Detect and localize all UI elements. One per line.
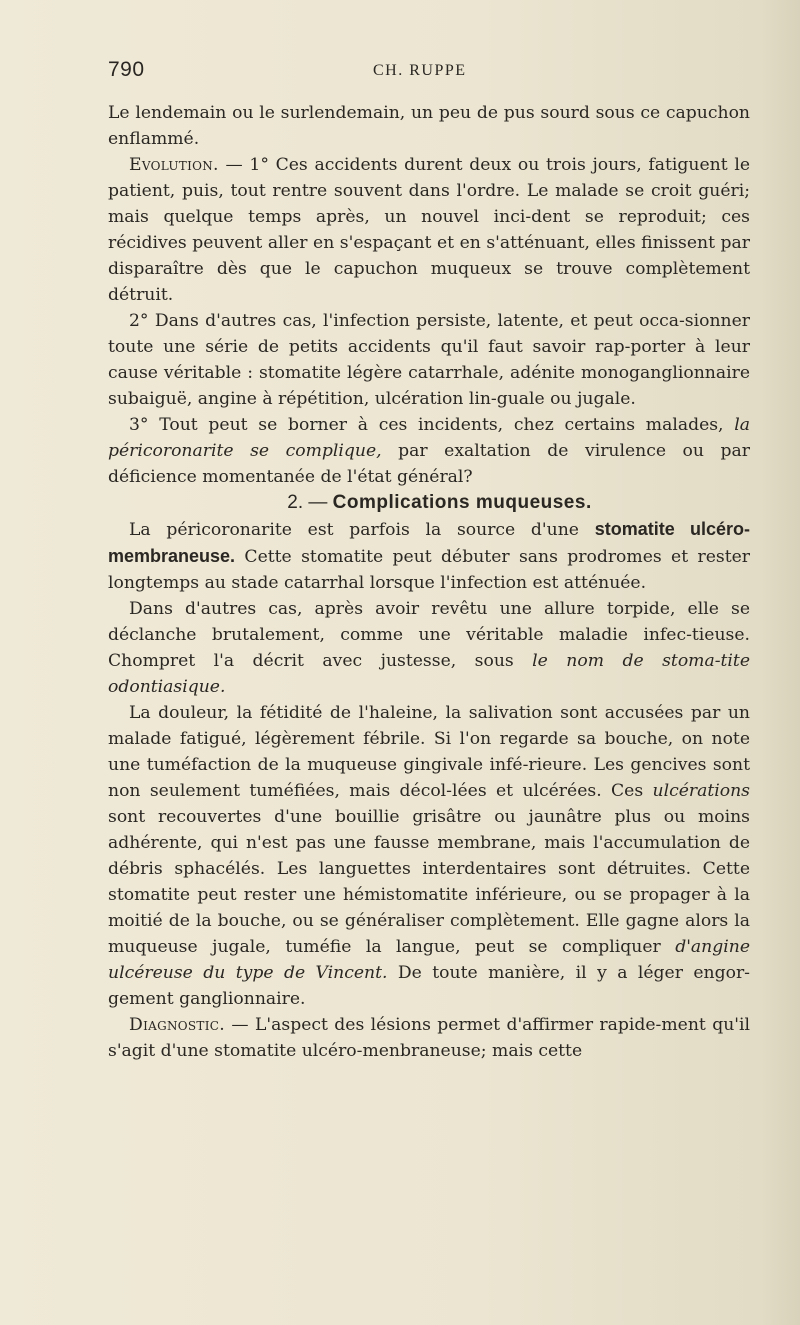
stomatite-end: Cette stomatite peut débuter sans prodromes et rester longtemps au stade catarrhal lorsque l'infection est atténuée. — [108, 547, 750, 593]
chompret-italic: le nom de stoma-tite odontiasique. — [108, 651, 751, 697]
douleur-italic-1: ulcérations — [652, 781, 750, 801]
douleur-italic-2: d'angine ulcéreuse du type de Vincent. — [108, 937, 750, 983]
paragraph-3-end: par exaltation de virulence ou par déficience momentanée de l'état général? — [108, 441, 750, 487]
section-title: Complications muqueuses. — [332, 492, 592, 513]
douleur-mid: sont recouvertes d'une bouillie grisâtre ou jaunâtre plus ou moins adhérente, qui n'est pas une fausse membrane, mais l'accumulation de débris sphacélés. Les languettes interdentaires sont détruites. Cette stomatite peut rester une hémistomatite inférieure, ou se propager à la moitié de la bouche, ou se généraliser complètement. Elle gagne alors la muqueuse jugale, tuméfie la langue, peut se compliquer — [108, 807, 750, 957]
paragraph-stomatite — [108, 516, 750, 596]
douleur-end: De toute manière, il y a léger engor-gement ganglionnaire. — [108, 963, 750, 1009]
paragraph-1 — [108, 100, 750, 152]
page-header — [108, 58, 748, 88]
paragraph-1-text: Le lendemain ou le surlendemain, un peu de pus sourd sous ce capuchon enflammé. — [108, 103, 750, 149]
evolution-text: — 1° Ces accidents durent deux ou trois jours, fatiguent le patient, puis, tout rentre souvent dans l'ordre. Le malade se croit guéri; mais quelque temps après, un nouvel inci-dent se reproduit; ces récidives peuvent aller en s'espaçant et en s'atténuant, elles finissent par disparaître dès que le capuchon muqueux se trouve complètement détruit. — [108, 155, 750, 305]
section-heading — [108, 490, 750, 516]
section-number: 2. — — [287, 492, 333, 513]
evolution-lead: Evolution. — [129, 155, 219, 175]
paragraph-3 — [108, 412, 750, 490]
stomatite-term: stomatite ulcéro-membraneuse. — [108, 519, 750, 566]
diagnostic-text: — L'aspect des lésions permet d'affirmer rapide-ment qu'il s'agit d'une stomatite ulcéro-menbraneuse; mais cette — [108, 1015, 750, 1061]
chompret-start: Dans d'autres cas, après avoir revêtu une allure torpide, elle se déclanche brutalement, comme une véritable maladie infec-tieuse. Chompret l'a décrit avec justesse, sous — [108, 599, 750, 671]
douleur-start: La douleur, la fétidité de l'haleine, la salivation sont accusées par un malade fatigué, légèrement fébrile. Si l'on regarde sa bouche, on note une tuméfaction de la muqueuse gingivale infé-rieure. Les gencives sont non seulement tuméfiées, mais décol-lées et ulcérées. Ces — [108, 703, 750, 801]
body-text — [108, 100, 750, 1064]
page-number: 790 — [108, 58, 145, 81]
paragraph-3-italic: la péricoronarite se complique, — [108, 415, 750, 461]
running-head: CH. RUPPE — [373, 62, 467, 79]
diagnostic-lead: Diagnostic. — [129, 1015, 226, 1035]
paragraph-douleur — [108, 700, 750, 1012]
paragraph-diagnostic — [108, 1012, 750, 1064]
paragraph-2 — [108, 308, 750, 412]
paragraph-chompret — [108, 596, 750, 700]
paragraph-evolution — [108, 152, 750, 308]
paragraph-3-start: 3° Tout peut se borner à ces incidents, chez certains malades, — [129, 415, 735, 435]
stomatite-start: La péricoronarite est parfois la source d'une — [129, 520, 595, 540]
paragraph-2-text: 2° Dans d'autres cas, l'infection persiste, latente, et peut occa-sionner toute une série de petits accidents qu'il faut savoir rap-porter à leur cause véritable : stomatite légère catarrhale, adénite monoganglionnaire subaiguë, angine à répétition, ulcération lin-guale ou jugale. — [108, 311, 750, 409]
